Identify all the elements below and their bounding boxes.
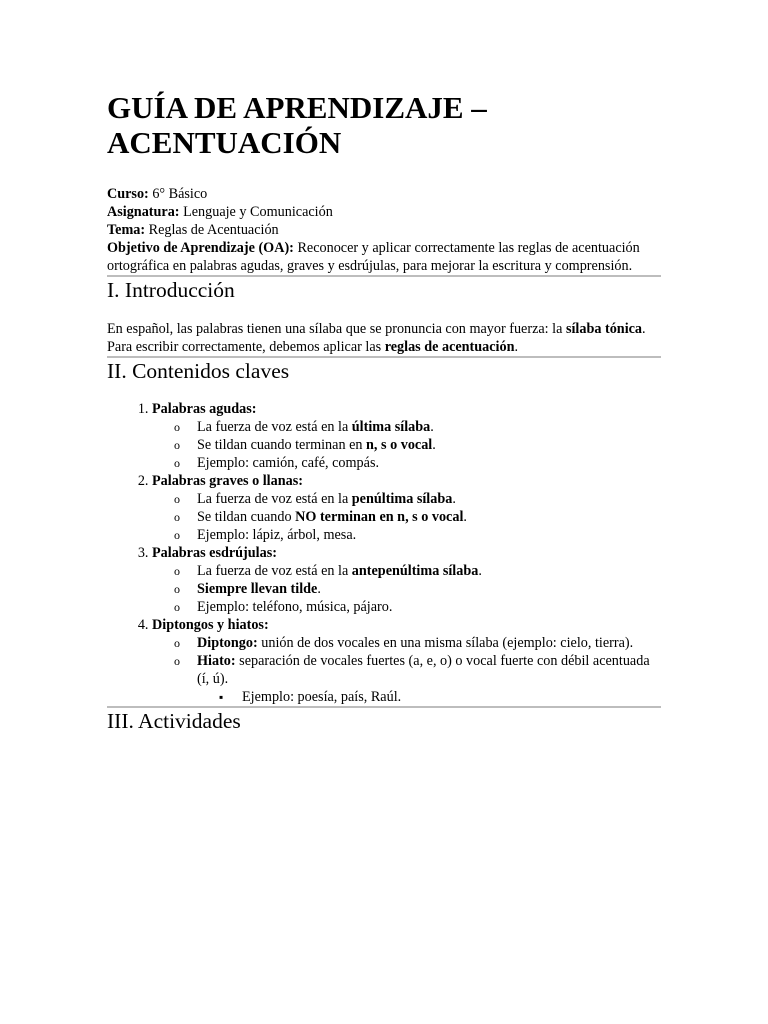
objetivo-line xyxy=(107,239,661,275)
list-item-diptongos xyxy=(152,616,661,706)
intro-paragraph-1 xyxy=(107,320,661,338)
text: Ejemplo: camión, café, compás. xyxy=(197,455,380,471)
bold-text: Diptongo: xyxy=(197,635,258,651)
text: unión de dos vocales en una misma sílaba (ejemplo: cielo, tierra). xyxy=(257,635,634,651)
list-item-agudas xyxy=(152,400,661,472)
text: . xyxy=(317,581,321,597)
objetivo-value: Reconocer y aplicar correctamente las reglas de acentuación ortográfica en palabras agudas, graves y esdrújulas, para mejorar la escritura y comprensión. xyxy=(107,240,640,274)
graves-label: Palabras graves o llanas: xyxy=(152,473,303,489)
list-item xyxy=(174,436,661,454)
asignatura-value: Lenguaje y Comunicación xyxy=(179,204,333,220)
esdrujulas-label: Palabras esdrújulas: xyxy=(152,545,277,561)
document-title xyxy=(107,90,661,160)
list-item xyxy=(174,562,661,580)
contenidos-list xyxy=(107,400,661,706)
intro-p2-end: . xyxy=(514,339,519,355)
title-line-2: ACENTUACIÓN xyxy=(107,125,342,160)
list-item-esdrujulas xyxy=(152,544,661,616)
objetivo-label: Objetivo de Aprendizaje (OA): xyxy=(107,240,294,256)
text: La fuerza de voz está en la xyxy=(197,563,352,579)
intro-p1-bold: sílaba tónica xyxy=(565,321,643,337)
tema-value: Reglas de Acentuación xyxy=(145,222,279,238)
tema-line xyxy=(107,221,661,239)
course-info xyxy=(107,185,661,275)
title-line-1: GUÍA DE APRENDIZAJE – xyxy=(107,90,487,125)
section-heading-actividades: III. Actividades xyxy=(107,709,241,733)
bold-text: NO terminan en n, s o vocal xyxy=(295,509,464,525)
list-item xyxy=(174,418,661,436)
asignatura-line xyxy=(107,203,661,221)
text: separación de vocales fuertes (a, e, o) o vocal fuerte con débil acentuada (í, ú). xyxy=(197,653,650,687)
tema-label: Tema: xyxy=(107,222,146,238)
intro-paragraph-2 xyxy=(107,338,661,356)
intro-p2-text: Para escribir correctamente, debemos aplicar las xyxy=(107,339,385,355)
intro-p1-text: En español, las palabras tienen una sílaba que se pronuncia con mayor fuerza: la xyxy=(107,321,566,337)
text: Ejemplo: poesía, país, Raúl. xyxy=(242,689,402,705)
hiato-examples xyxy=(197,688,661,706)
curso-line xyxy=(107,185,661,203)
diptongos-sublist xyxy=(152,634,661,706)
asignatura-label: Asignatura: xyxy=(107,204,180,220)
graves-sublist xyxy=(152,490,661,544)
list-item xyxy=(219,688,661,706)
text: Ejemplo: lápiz, árbol, mesa. xyxy=(197,527,357,543)
text: Se tildan cuando xyxy=(197,509,296,525)
text: . xyxy=(432,437,436,453)
bold-text: penúltima sílaba xyxy=(351,491,453,507)
esdrujulas-sublist xyxy=(152,562,661,616)
list-item xyxy=(174,490,661,508)
intro-text xyxy=(107,320,661,356)
curso-value: 6° Básico xyxy=(148,186,208,202)
list-item xyxy=(174,580,661,598)
agudas-label: Palabras agudas: xyxy=(152,401,257,417)
intro-p1-end: . xyxy=(642,321,646,337)
list-item xyxy=(174,598,661,616)
text: Ejemplo: teléfono, música, pájaro. xyxy=(197,599,393,615)
bold-text: n, s o vocal xyxy=(366,437,433,453)
list-item xyxy=(174,634,661,652)
intro-p2-bold: reglas de acentuación xyxy=(384,339,515,355)
bold-text: Hiato: xyxy=(197,653,236,669)
section-heading-contenidos: II. Contenidos claves xyxy=(107,359,290,383)
section-heading-introduccion: I. Introducción xyxy=(107,278,235,302)
bold-text: Siempre llevan tilde xyxy=(197,581,318,597)
list-item xyxy=(174,454,661,472)
list-item-graves xyxy=(152,472,661,544)
curso-label: Curso: xyxy=(107,186,149,202)
bold-text: antepenúltima sílaba xyxy=(351,563,479,579)
list-item xyxy=(174,652,661,706)
text: La fuerza de voz está en la xyxy=(197,491,352,507)
text: Se tildan cuando terminan en xyxy=(197,437,367,453)
bold-text: última sílaba xyxy=(351,419,431,435)
text: . xyxy=(463,509,467,525)
list-item xyxy=(174,508,661,526)
agudas-sublist xyxy=(152,418,661,472)
diptongos-label: Diptongos y hiatos: xyxy=(152,617,269,633)
list-item xyxy=(174,526,661,544)
text: . xyxy=(452,491,456,507)
text: . xyxy=(430,419,434,435)
text: La fuerza de voz está en la xyxy=(197,419,352,435)
text: . xyxy=(478,563,482,579)
